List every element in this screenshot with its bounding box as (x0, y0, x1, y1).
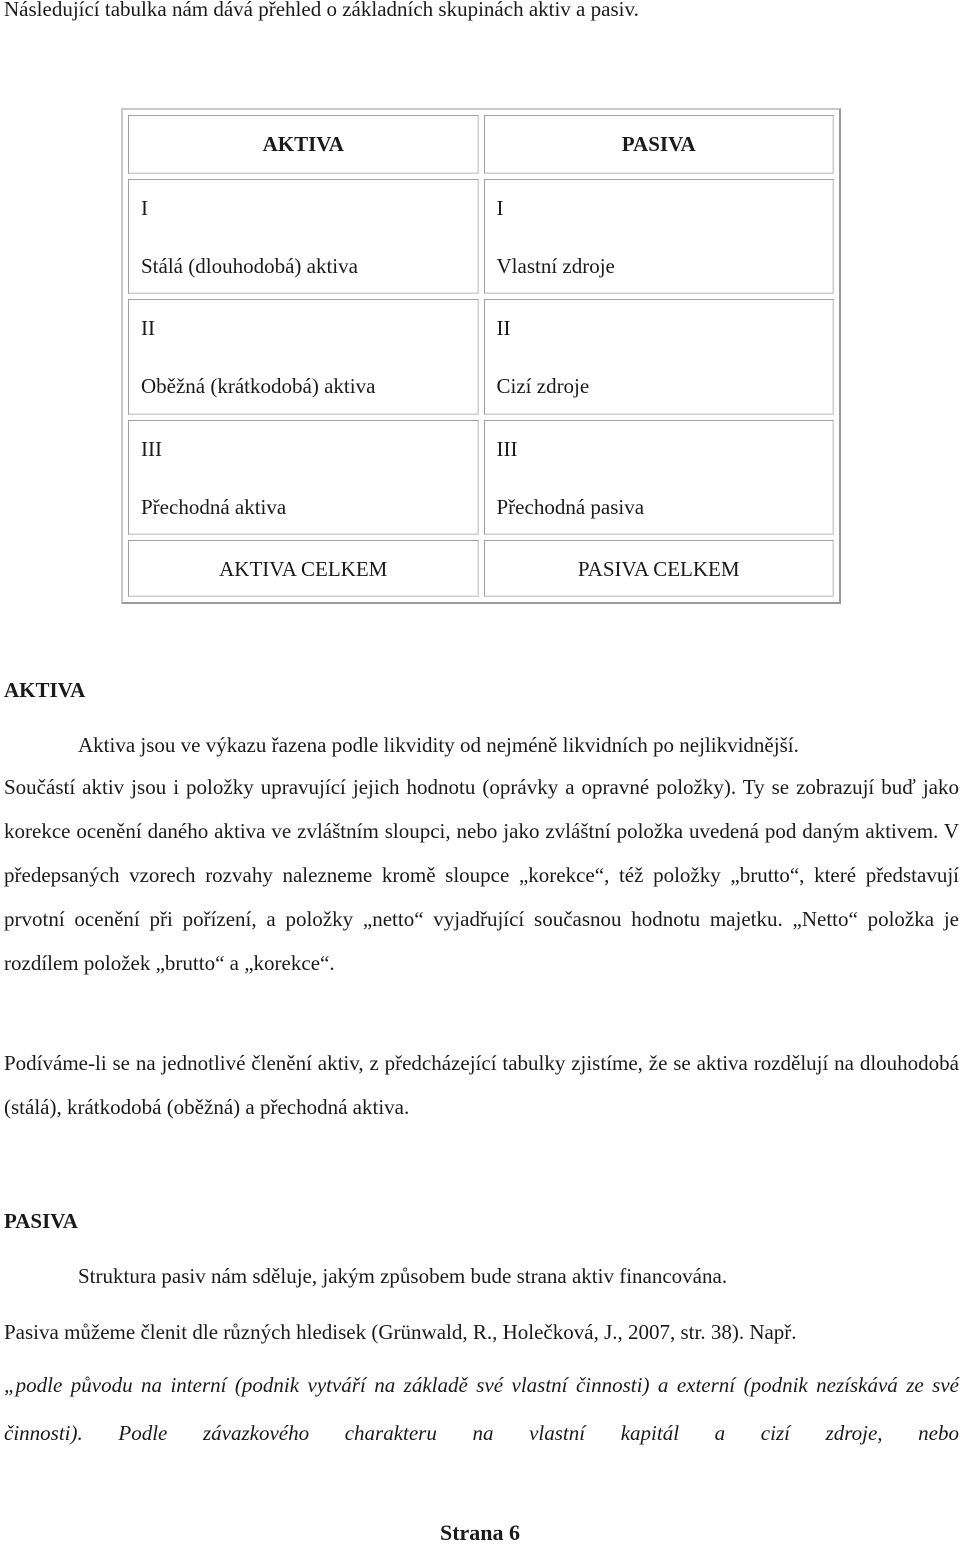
table-cell-pasiva-group (484, 420, 835, 536)
aktiva-lead-line: Aktiva jsou ve výkazu řazena podle likvidity od nejméně likvidních po nejlikvidnější. (78, 733, 799, 757)
group-label: Vlastní zdroje (496, 253, 615, 278)
table-total-aktiva: AKTIVA CELKEM (128, 540, 479, 597)
group-label: Oběžná (krátkodobá) aktiva (141, 374, 376, 399)
group-label: Stálá (dlouhodobá) aktiva (141, 253, 358, 278)
pasiva-quote: „podle původu na interní (podnik vytváří na základě své vlastní činnosti) a externí (podnik nezískává ze své činnosti). Podle závazkového charakteru na vlastní kapitál a cizí zdroje, nebo (4, 1373, 959, 1445)
table-header-pasiva: PASIVA (484, 115, 835, 174)
group-label: Přechodná aktiva (141, 494, 287, 519)
table-cell-pasiva-group (484, 179, 835, 295)
table-cell-aktiva-group (128, 420, 479, 536)
group-number: II (496, 316, 511, 341)
group-number: III (496, 436, 518, 461)
page-number: Strana 6 (439, 1520, 521, 1545)
intro-text: Následující tabulka nám dává přehled o základních skupinách aktiv a pasiv. (4, 0, 639, 21)
table-cell-aktiva-group (128, 299, 479, 415)
table-row (128, 299, 834, 415)
table-row (128, 420, 834, 536)
table-header-aktiva: AKTIVA (128, 115, 479, 174)
group-label: Cizí zdroje (496, 374, 590, 399)
pasiva-lead-line: Struktura pasiv nám sděluje, jakým způsobem bude strana aktiv financována. (78, 1264, 728, 1288)
group-label: Přechodná pasiva (496, 494, 645, 519)
table-total-pasiva: PASIVA CELKEM (484, 540, 835, 597)
group-number: I (141, 195, 148, 220)
aktiva-paragraph: Součástí aktiv jsou i položky upravující jejich hodnotu (oprávky a opravné položky). Ty se zobrazují buď jako korekce ocenění daného aktiva ve zvláštním sloupci, nebo jako zvláštní položka uvedená pod daným aktivem. V předepsaných vzorech rozvahy nalezneme kromě sloupce „korekce“, též položky „brutto“, které představují prvotní ocenění při pořízení, a položky „netto“ vyjadřující současnou hodnotu majetku. „Netto“ položka je rozdílem položek „brutto“ a „korekce“. (4, 775, 959, 975)
table-cell-pasiva-group (484, 299, 835, 415)
table-header-row (128, 115, 834, 174)
table-cell-aktiva-group (128, 179, 479, 295)
pasiva-line: Pasiva můžeme členit dle různých hledisek (Grünwald, R., Holečková, J., 2007, str. 38). Např. (4, 1320, 797, 1344)
aktiva-summary-paragraph: Podíváme-li se na jednotlivé členění aktiv, z předcházející tabulky zjistíme, že se aktiva rozdělují na dlouhodobá (stálá), krátkodobá (oběžná) a přechodná aktiva. (4, 1051, 959, 1119)
section-heading-aktiva: AKTIVA (4, 678, 86, 702)
group-number: I (496, 195, 504, 220)
balance-sheet-table (121, 108, 841, 604)
section-heading-pasiva: PASIVA (4, 1209, 78, 1233)
group-number: II (141, 316, 155, 341)
group-number: III (141, 436, 162, 461)
table-row (128, 179, 834, 295)
table-total-row (128, 540, 834, 597)
